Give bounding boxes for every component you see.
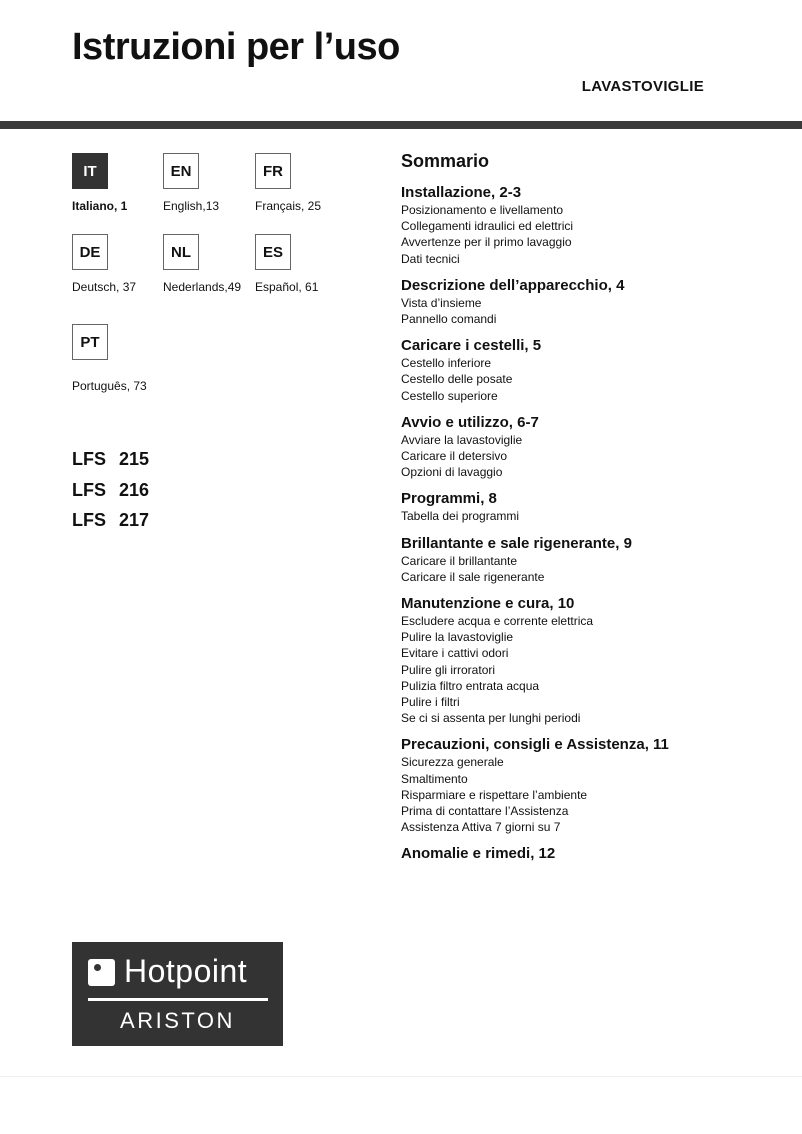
toc-title: Sommario — [401, 151, 490, 171]
toc-section-heading[interactable]: Avvio e utilizzo, 6-7 — [401, 413, 539, 431]
language-label: Deutsch, 37 — [72, 280, 137, 294]
toc-item[interactable]: Evitare i cattivi odori — [401, 646, 509, 661]
toc-item[interactable]: Risparmiare e rispettare l’ambiente — [401, 787, 588, 802]
model-name: LFS 216 — [72, 479, 150, 500]
toc-section-heading[interactable]: Precauzioni, consigli e Assistenza, 11 — [401, 736, 669, 754]
toc-section — [401, 844, 781, 863]
toc-section-heading[interactable]: Caricare i cestelli, 5 — [401, 337, 542, 355]
footer-line — [0, 1076, 802, 1077]
toc-section — [401, 594, 781, 726]
model-list — [72, 449, 149, 541]
language-label: Français, 25 — [255, 199, 322, 213]
toc-section — [401, 276, 781, 327]
toc-item[interactable]: Tabella dei programmi — [401, 509, 520, 524]
toc-item[interactable]: Dati tecnici — [401, 251, 460, 266]
toc-item[interactable]: Cestello inferiore — [401, 356, 492, 371]
toc-item[interactable]: Smaltimento — [401, 771, 468, 786]
toc-section — [401, 413, 781, 481]
hotpoint-ariston-logo — [72, 942, 283, 1046]
toc-section-heading[interactable]: Manutenzione e cura, 10 — [401, 595, 575, 613]
toc-item[interactable]: Caricare il brillantante — [401, 553, 518, 568]
model-name: LFS 217 — [72, 510, 150, 530]
logo-brand: Hotpoint — [124, 953, 248, 989]
toc-item[interactable]: Sicurezza generale — [401, 755, 504, 770]
toc-item[interactable]: Caricare il sale rigenerante — [401, 569, 545, 584]
logo-sub: ARISTON — [120, 1008, 235, 1033]
toc-item[interactable]: Cestello delle posate — [401, 372, 513, 387]
language-code[interactable]: DE — [72, 234, 108, 270]
language-label: Italiano, 1 — [72, 199, 128, 213]
toc-section-heading[interactable]: Descrizione dell’apparecchio, 4 — [401, 276, 625, 294]
toc-item[interactable]: Assistenza Attiva 7 giorni su 7 — [401, 820, 561, 835]
language-en[interactable] — [163, 153, 263, 213]
toc-item[interactable]: Collegamenti idraulici ed elettrici — [401, 219, 574, 234]
toc-section-heading[interactable]: Brillantante e sale rigenerante, 9 — [401, 534, 632, 552]
language-code[interactable]: EN — [163, 153, 199, 189]
toc-section-heading[interactable]: Anomalie e rimedi, 12 — [401, 845, 556, 863]
toc-section — [401, 183, 781, 267]
language-fr[interactable] — [255, 153, 355, 213]
toc-item[interactable]: Pulire i filtri — [401, 695, 460, 710]
toc-item[interactable]: Pannello comandi — [401, 312, 497, 327]
toc-section — [401, 336, 781, 404]
toc-item[interactable]: Avviare la lavastoviglie — [401, 432, 523, 447]
language-code[interactable]: ES — [255, 234, 291, 270]
language-code[interactable]: PT — [72, 324, 108, 360]
language-de[interactable] — [72, 234, 172, 294]
toc-item[interactable]: Pulire la lavastoviglie — [401, 630, 514, 645]
language-code[interactable]: FR — [255, 153, 291, 189]
language-code[interactable]: IT — [72, 153, 108, 189]
language-pt[interactable] — [72, 324, 172, 393]
toc-item[interactable]: Opzioni di lavaggio — [401, 465, 503, 480]
page-subtitle: LAVASTOVIGLIE — [581, 78, 704, 95]
table-of-contents — [401, 151, 781, 872]
language-it[interactable] — [72, 153, 172, 213]
toc-item[interactable]: Prima di contattare l’Assistenza — [401, 804, 569, 819]
toc-item[interactable]: Posizionamento e livellamento — [401, 203, 564, 217]
toc-item[interactable]: Caricare il detersivo — [401, 449, 508, 464]
page-title: Istruzioni per l’uso — [72, 26, 400, 68]
language-label: Português, 73 — [72, 379, 147, 393]
logo-mark-icon — [88, 959, 115, 986]
header-rule — [0, 121, 802, 129]
language-nl[interactable] — [163, 234, 263, 294]
model-name: LFS 215 — [72, 449, 150, 469]
language-label: Español, 61 — [255, 280, 319, 294]
toc-sections — [401, 183, 781, 863]
toc-item[interactable]: Avvertenze per il primo lavaggio — [401, 235, 572, 250]
language-code[interactable]: NL — [163, 234, 199, 270]
toc-section-heading[interactable]: Programmi, 8 — [401, 490, 497, 508]
toc-item[interactable]: Pulire gli irroratori — [401, 662, 496, 677]
toc-section — [401, 735, 781, 835]
logo-divider — [88, 998, 268, 1001]
language-label: Nederlands,49 — [163, 280, 242, 294]
toc-item[interactable]: Se ci si assenta per lunghi periodi — [401, 711, 581, 726]
toc-item[interactable]: Cestello superiore — [401, 388, 498, 403]
toc-section — [401, 489, 781, 524]
toc-item[interactable]: Vista d’insieme — [401, 295, 482, 310]
toc-section — [401, 534, 781, 585]
toc-section-heading[interactable]: Installazione, 2-3 — [401, 184, 522, 201]
language-label: English,13 — [163, 199, 220, 213]
toc-item[interactable]: Pulizia filtro entrata acqua — [401, 678, 540, 693]
toc-item[interactable]: Escludere acqua e corrente elettrica — [401, 614, 594, 629]
language-es[interactable] — [255, 234, 355, 294]
